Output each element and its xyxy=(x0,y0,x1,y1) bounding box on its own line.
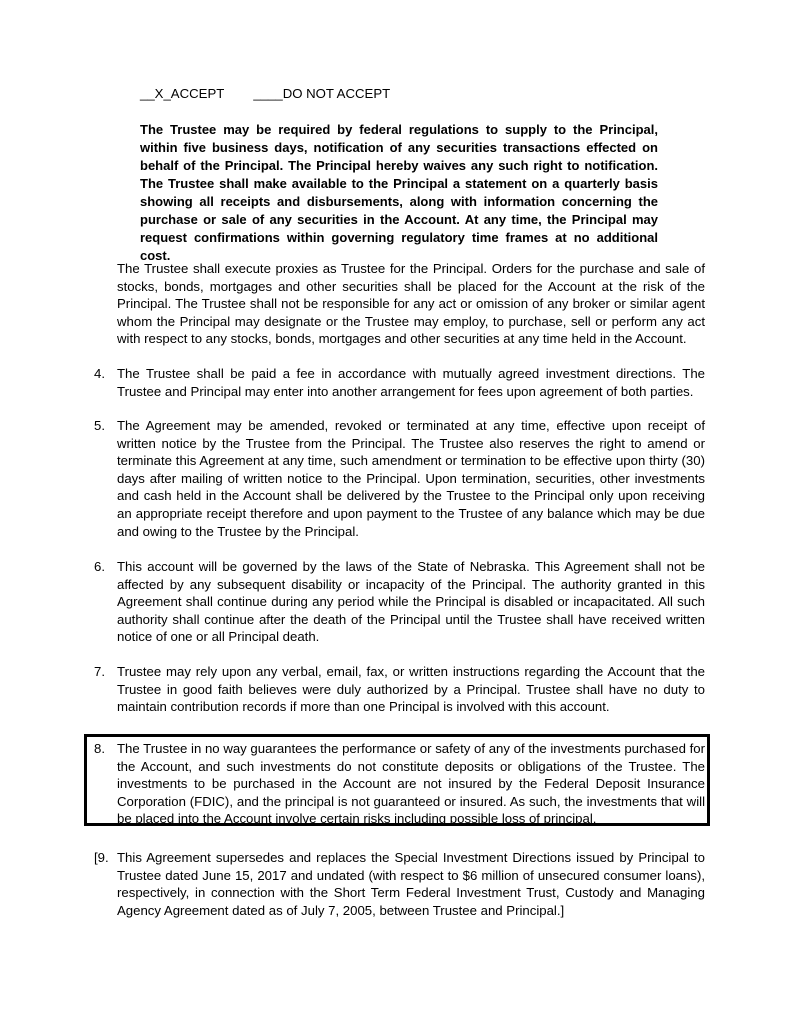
clause-5 xyxy=(94,417,705,540)
clause-number: 4. xyxy=(94,366,105,381)
clause-text: The Trustee in no way guarantees the performance or safety of any of the investments purchased for the Account, and such investments do not constitute deposits or obligations of the Trustee. The investments to be purchased in the Account are not insured by the Federal Deposit Insurance Corporation (FDIC), and the principal is not guaranteed or insured. As such, the investments that will be placed into the Account involve certain risks including possible loss of principal. xyxy=(117,741,705,827)
clause-text: Trustee may rely upon any verbal, email, fax, or written instructions regarding the Account that the Trustee in good faith believes were duly authorized by a Principal. Trustee shall have no duty to maintain contribution records if more than one Principal is involved with this account. xyxy=(117,664,705,715)
proxies-paragraph: The Trustee shall execute proxies as Trustee for the Principal. Orders for the purchase and sale of stocks, bonds, mortgages and other securities shall be placed for the Account at the risk of the Principal. The Trustee shall not be responsible for any act or omission of any broker or similar agent whom the Principal may designate or the Trustee may employ, to purchase, sell or perform any act with respect to any stocks, bonds, mortgages and other securities at any time held in the Account. xyxy=(117,261,705,347)
clause-text: The Agreement may be amended, revoked or terminated at any time, effective upon receipt of written notice by the Trustee from the Principal. The Trustee also reserves the right to amend or terminate this Agreement at any time, such amendment or termination to be effective upon thirty (30) days after mailing of written notice to the Principal. Upon termination, securities, other investments and cash held in the Account shall be delivered by the Trustee to the Principal only upon receiving an appropriate receipt therefore and upon payment to the Trustee of any balance which may be due and owing to the Trustee by the Principal. xyxy=(117,418,705,539)
clause-number: 8. xyxy=(94,741,105,756)
clause-7 xyxy=(94,663,705,716)
clause-number: 5. xyxy=(94,418,105,433)
clause-number: [9. xyxy=(94,850,109,865)
clause-8 xyxy=(94,740,705,828)
clause-text: This Agreement supersedes and replaces the Special Investment Directions issued by Principal to Trustee dated June 15, 2017 and undated (with respect to $6 million of unsecured consumer loans), respectively, in connection with the Short Term Federal Investment Trust, Custody and Managing Agency Agreement dated as of July 7, 2005, between Trustee and Principal.] xyxy=(117,850,705,918)
clause-number: 7. xyxy=(94,664,105,679)
clause-6 xyxy=(94,558,705,646)
clause-4 xyxy=(94,365,705,400)
clause-text: The Trustee shall be paid a fee in accordance with mutually agreed investment directions. The Trustee and Principal may enter into another arrangement for fees upon agreement of both parties. xyxy=(117,366,705,399)
notification-waiver-paragraph: The Trustee may be required by federal regulations to supply to the Principal, within five business days, notification of any securities transactions effected on behalf of the Principal. The Principal hereby waives any such right to notification. The Trustee shall make available to the Principal a statement on a quarterly basis showing all receipts and disbursements, along with information concerning the purchase or sale of any securities in the Account. At any time, the Principal may request confirmations within governing regulatory time frames at no additional cost. xyxy=(140,122,658,263)
accept-selection-line: __X_ACCEPT ____DO NOT ACCEPT xyxy=(140,86,391,101)
clause-text: This account will be governed by the laws of the State of Nebraska. This Agreement shall not be affected by any subsequent disability or incapacity of the Principal. The authority granted in this Agreement shall continue during any period while the Principal is disabled or incapacitated. All such authority shall continue after the death of the Principal until the Trustee shall have received written notice of one or all Principal death. xyxy=(117,559,705,645)
clause-9 xyxy=(94,849,705,919)
clause-number: 6. xyxy=(94,559,105,574)
